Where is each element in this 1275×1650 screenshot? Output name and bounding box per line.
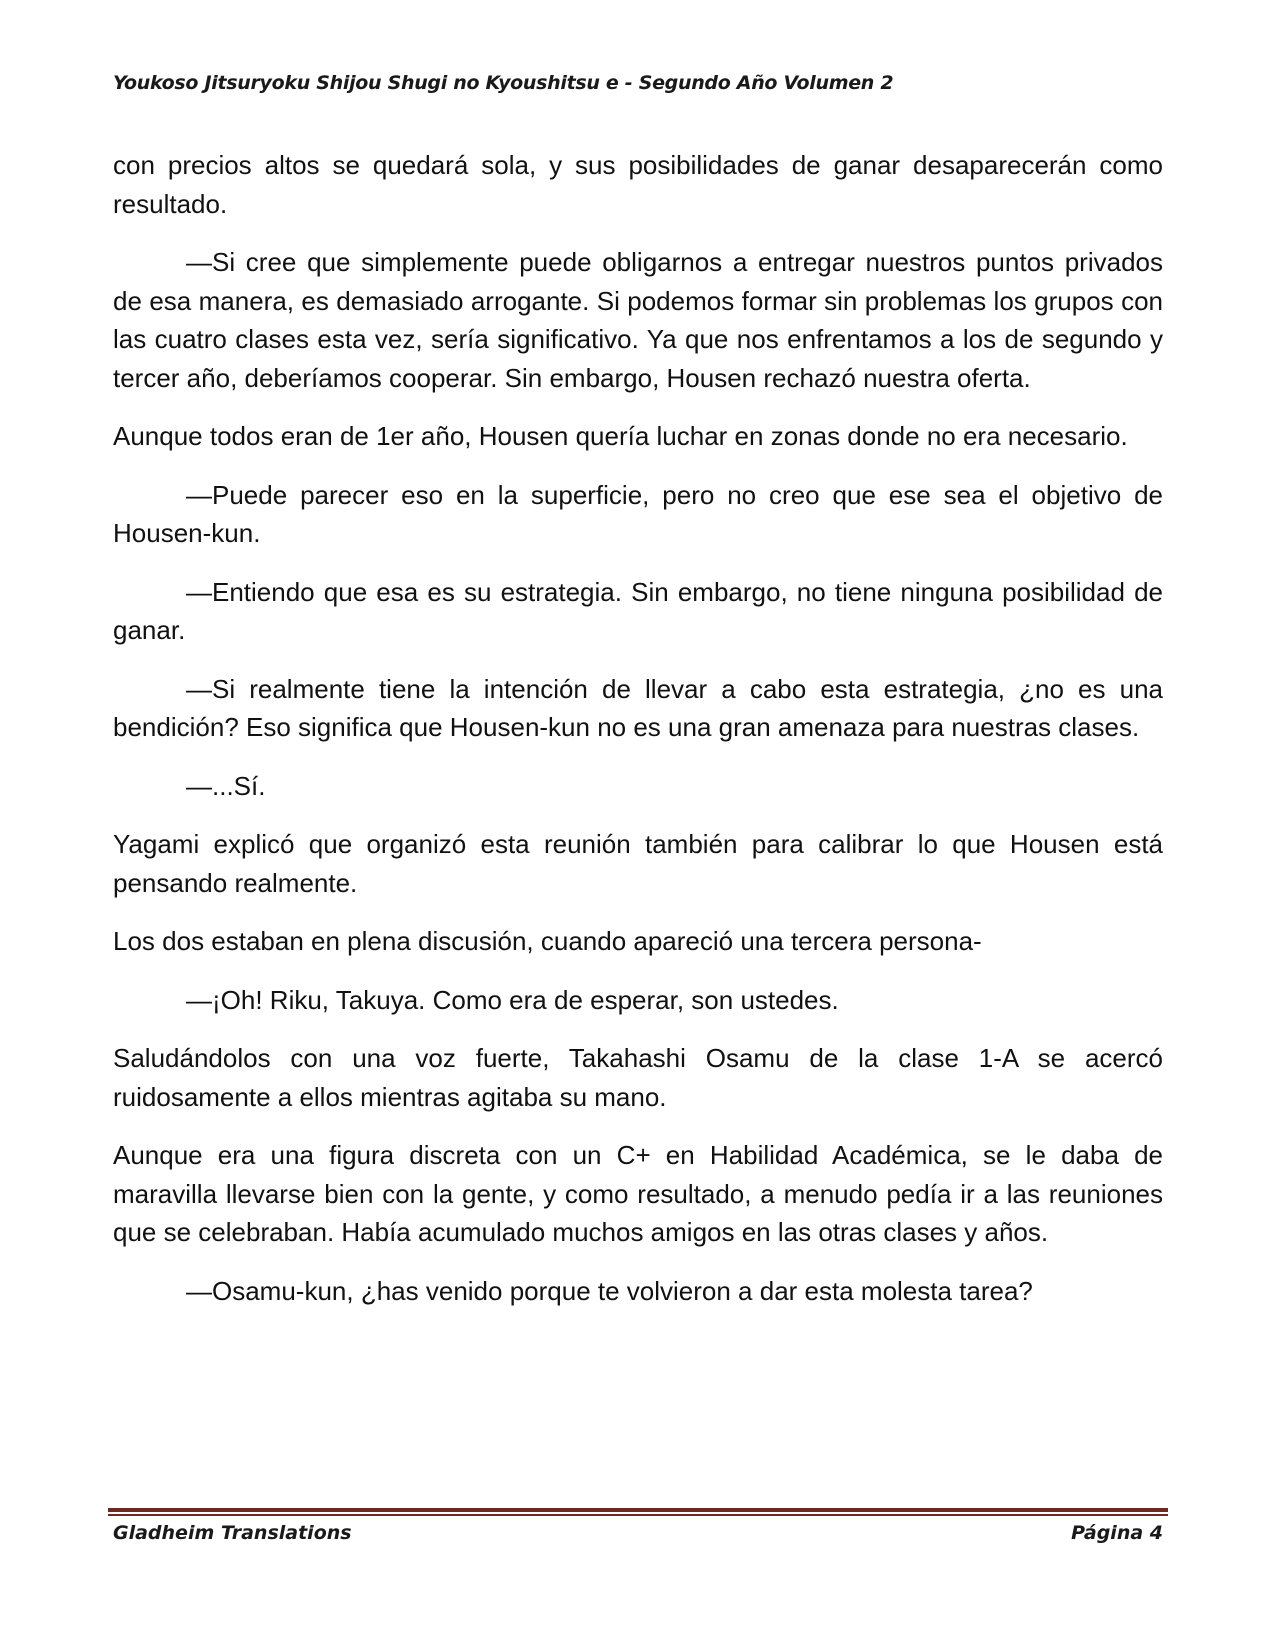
paragraph: con precios altos se quedará sola, y sus posibilidades de ganar desaparecerán como resultado. [113,150,1163,219]
document-body [113,146,1163,1330]
page-footer [113,1522,1163,1544]
footer-credit: Gladheim Translations [113,1522,352,1544]
paragraph: Aunque todos eran de 1er año, Housen quería luchar en zonas donde no era necesario. [113,421,1128,451]
dialogue-paragraph: —Entiendo que esa es su estrategia. Sin embargo, no tiene ninguna posibilidad de ganar. [113,576,1163,645]
page-header: Youkoso Jitsuryoku Shijou Shugi no Kyoushitsu e - Segundo Año Volumen 2 [113,72,894,94]
paragraph: Saludándolos con una voz fuerte, Takahashi Osamu de la clase 1-A se acercó ruidosamente a ellos mientras agitaba su mano. [113,1043,1163,1112]
footer-divider [108,1508,1168,1516]
footer-divider-thin-line [108,1514,1168,1516]
paragraph: Yagami explicó que organizó esta reunión también para calibrar lo que Housen está pensando realmente. [113,829,1163,898]
paragraph: Aunque era una figura discreta con un C+ en Habilidad Académica, se le daba de maravilla llevarse bien con la gente, y como resultado, a menudo pedía ir a las reuniones que se celebraban. Había acumulado muchos amigos en las otras clases y años. [113,1140,1163,1247]
dialogue-paragraph: —Si cree que simplemente puede obligarnos a entregar nuestros puntos privados de esa manera, es demasiado arrogante. Si podemos formar sin problemas los grupos con las cuatro clases esta vez, sería significativo. Ya que nos enfrentamos a los de segundo y tercer año, deberíamos cooperar. Sin embargo, Housen rechazó nuestra oferta. [113,247,1163,393]
page-number: Página 4 [1071,1522,1163,1544]
paragraph: Los dos estaban en plena discusión, cuando apareció una tercera persona- [113,926,982,956]
dialogue-paragraph: —Puede parecer eso en la superficie, pero no creo que ese sea el objetivo de Housen-kun. [113,479,1163,548]
dialogue-paragraph: —...Sí. [186,770,266,801]
dialogue-paragraph: —Osamu-kun, ¿has venido porque te volvieron a dar esta molesta tarea? [186,1275,1033,1306]
dialogue-paragraph: —¡Oh! Riku, Takuya. Como era de esperar, son ustedes. [186,984,839,1015]
dialogue-paragraph: —Si realmente tiene la intención de llevar a cabo esta estrategia, ¿no es una bendición? Eso significa que Housen-kun no es una gran amenaza para nuestras clases. [113,673,1163,742]
